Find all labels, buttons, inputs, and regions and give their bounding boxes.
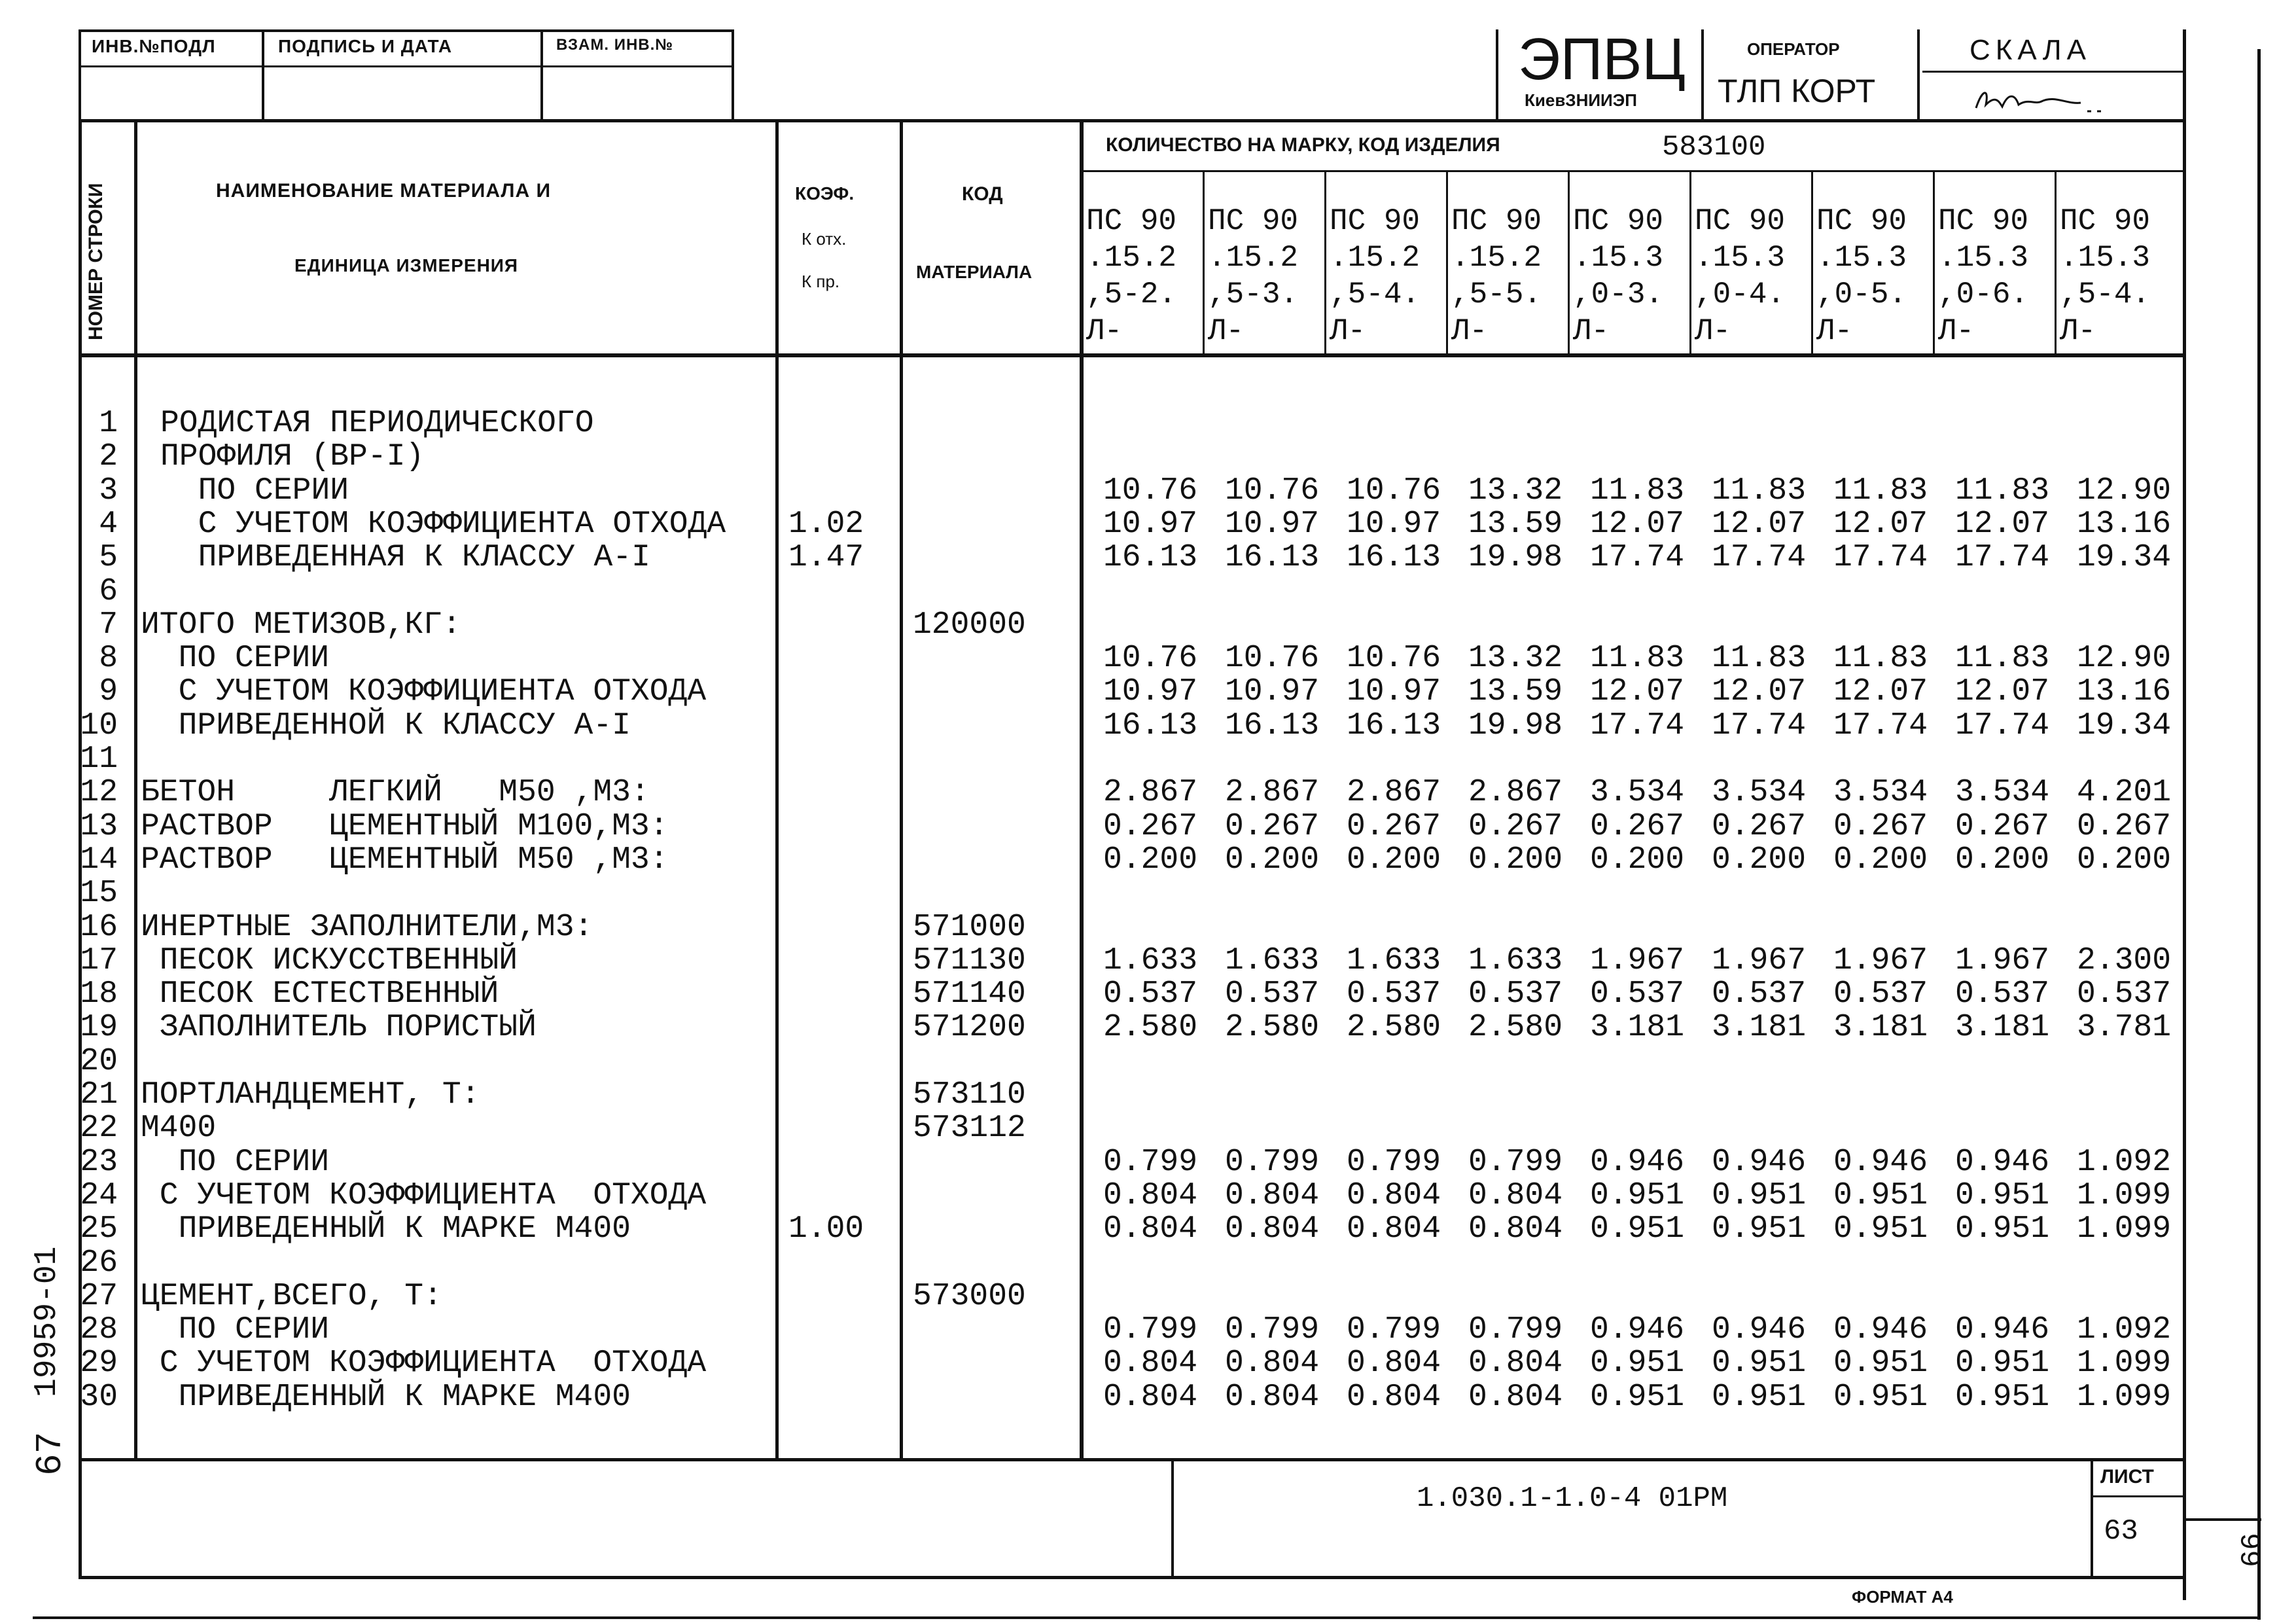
row-material-code: 573110 — [913, 1077, 1026, 1113]
row-value: 12.90 — [2076, 641, 2171, 676]
row-label: ПЕСОК ЕСТЕСТВЕННЫЙ — [141, 976, 499, 1012]
skala-label: СКАЛА — [1969, 34, 2091, 66]
row-value: 0.537 — [1346, 976, 1441, 1012]
row-number: 4 — [99, 507, 118, 542]
row-label: ИНЕРТНЫЕ ЗАПОЛНИТЕЛИ,М3: — [141, 910, 593, 945]
row-value: 0.267 — [1954, 809, 2049, 844]
row-value: 0.267 — [1468, 809, 1563, 844]
row-number: 28 — [80, 1312, 118, 1347]
row-value: 3.181 — [1954, 1010, 2049, 1045]
row-value: 19.34 — [2076, 540, 2171, 575]
row-label: ПРИВЕДЕННЫЙ К МАРКЕ М400 — [141, 1380, 631, 1415]
row-value: 0.951 — [1711, 1178, 1806, 1213]
row-value: 0.537 — [1224, 976, 1319, 1012]
header-qty-label: КОЛИЧЕСТВО НА МАРКУ, КОД ИЗДЕЛИЯ — [1106, 134, 1500, 156]
quantity-column-header: ПС 90 .15.3 ,0-5. Л- — [1816, 204, 1907, 348]
row-value: 0.951 — [1954, 1346, 2049, 1381]
row-number: 30 — [80, 1380, 118, 1415]
row-value: 0.200 — [1954, 842, 2049, 878]
row-value: 10.97 — [1346, 674, 1441, 709]
row-value: 0.267 — [1346, 809, 1441, 844]
document-code: 1.030.1-1.0-4 01РМ — [1417, 1482, 1728, 1515]
row-value: 0.267 — [1711, 809, 1806, 844]
row-value: 0.951 — [1833, 1178, 1928, 1213]
row-value: 0.799 — [1346, 1145, 1441, 1180]
row-label: БЕТОН ЛЕГКИЙ М50 ,М3: — [141, 775, 650, 810]
row-value: 16.13 — [1346, 540, 1441, 575]
row-value: 1.967 — [1833, 943, 1928, 978]
row-value: 3.181 — [1589, 1010, 1684, 1045]
row-value: 0.951 — [1589, 1211, 1684, 1247]
quantity-column-header: ПС 90 .15.3 ,0-6. Л- — [1938, 204, 2029, 348]
row-number: 20 — [80, 1044, 118, 1079]
row-number: 26 — [80, 1245, 118, 1281]
row-number: 17 — [80, 943, 118, 978]
row-value: 0.537 — [1833, 976, 1928, 1012]
row-value: 0.537 — [1954, 976, 2049, 1012]
row-value: 0.951 — [1711, 1380, 1806, 1415]
row-label: ИТОГО МЕТИЗОВ,КГ: — [141, 607, 461, 643]
operator-label: ОПЕРАТОР — [1747, 39, 1840, 59]
row-value: 17.74 — [1711, 540, 1806, 575]
row-value: 12.07 — [1711, 674, 1806, 709]
row-value: 0.804 — [1346, 1211, 1441, 1247]
row-value: 13.59 — [1468, 674, 1563, 709]
row-value: 1.099 — [2076, 1178, 2171, 1213]
row-number: 13 — [80, 809, 118, 844]
row-label: ПО СЕРИИ — [160, 473, 349, 508]
row-value: 2.867 — [1468, 775, 1563, 810]
row-material-code: 573000 — [913, 1279, 1026, 1314]
row-value: 0.537 — [2076, 976, 2171, 1012]
row-value: 0.804 — [1224, 1380, 1319, 1415]
row-value: 1.092 — [2076, 1312, 2171, 1347]
row-label: РАСТВОР ЦЕМЕНТНЫЙ М100,М3: — [141, 809, 669, 844]
row-value: 0.951 — [1833, 1346, 1928, 1381]
side-page-number: 67 — [29, 1431, 71, 1476]
row-number: 5 — [99, 540, 118, 575]
operator-value: ТЛП КОРТ — [1718, 73, 1876, 109]
row-label: ПО СЕРИИ — [141, 641, 330, 676]
row-value: 0.200 — [1103, 842, 1197, 878]
row-value: 0.951 — [1711, 1211, 1806, 1247]
row-value: 0.799 — [1103, 1145, 1197, 1180]
row-value: 0.804 — [1468, 1211, 1563, 1247]
row-value: 19.98 — [1468, 708, 1563, 743]
row-value: 10.76 — [1103, 473, 1197, 508]
org-subtitle: КиевЗНИИЭП — [1525, 90, 1637, 110]
row-number: 12 — [80, 775, 118, 810]
row-value: 2.580 — [1468, 1010, 1563, 1045]
row-label: ЦЕМЕНТ,ВСЕГО, Т: — [141, 1279, 442, 1314]
row-value: 1.633 — [1224, 943, 1319, 978]
row-value: 0.804 — [1224, 1178, 1319, 1213]
row-value: 11.83 — [1954, 473, 2049, 508]
quantity-column-header: ПС 90 .15.2 ,5-2. Л- — [1086, 204, 1177, 348]
row-number: 9 — [99, 674, 118, 709]
row-value: 12.07 — [1589, 674, 1684, 709]
row-value: 0.946 — [1589, 1145, 1684, 1180]
row-number: 10 — [80, 708, 118, 743]
row-value: 0.951 — [1833, 1211, 1928, 1247]
row-value: 2.300 — [2076, 943, 2171, 978]
row-number: 7 — [99, 607, 118, 643]
row-value: 3.534 — [1589, 775, 1684, 810]
row-label: ПРОФИЛЯ (ВР-I) — [160, 439, 425, 474]
row-value: 0.946 — [1711, 1312, 1806, 1347]
sheet-label: ЛИСТ — [2100, 1466, 2154, 1488]
row-value: 11.83 — [1833, 473, 1928, 508]
row-value: 13.32 — [1468, 473, 1563, 508]
quantity-column-header: ПС 90 .15.3 ,0-4. Л- — [1695, 204, 1786, 348]
row-value: 13.16 — [2076, 674, 2171, 709]
header-k-pr: К пр. — [802, 272, 840, 291]
row-value: 16.13 — [1346, 708, 1441, 743]
row-value: 16.13 — [1224, 708, 1319, 743]
row-value: 12.07 — [1711, 507, 1806, 542]
row-value: 0.804 — [1103, 1178, 1197, 1213]
row-value: 10.97 — [1224, 674, 1319, 709]
row-value: 0.537 — [1468, 976, 1563, 1012]
right-page-number: 66 — [2236, 1533, 2269, 1567]
quantity-column-header: ПС 90 .15.2 ,5-3. Л- — [1208, 204, 1299, 348]
row-value: 17.74 — [1589, 540, 1684, 575]
row-value: 11.83 — [1954, 641, 2049, 676]
row-number: 24 — [80, 1178, 118, 1213]
row-value: 12.90 — [2076, 473, 2171, 508]
row-value: 0.804 — [1103, 1211, 1197, 1247]
row-value: 0.951 — [1833, 1380, 1928, 1415]
row-value: 16.13 — [1103, 708, 1197, 743]
row-number: 16 — [80, 910, 118, 945]
row-value: 0.200 — [1833, 842, 1928, 878]
row-value: 1.099 — [2076, 1380, 2171, 1415]
header-qty-code: 583100 — [1662, 131, 1766, 164]
row-label: ПО СЕРИИ — [141, 1312, 330, 1347]
row-value: 0.267 — [1224, 809, 1319, 844]
row-value: 1.099 — [2076, 1346, 2171, 1381]
row-number: 1 — [99, 406, 118, 441]
row-value: 11.83 — [1711, 473, 1806, 508]
row-value: 11.83 — [1833, 641, 1928, 676]
row-value: 11.83 — [1589, 641, 1684, 676]
row-value: 0.267 — [1833, 809, 1928, 844]
row-label: ПРИВЕДЕННОЙ К КЛАССУ А-I — [141, 708, 631, 743]
row-value: 0.799 — [1103, 1312, 1197, 1347]
row-value: 3.181 — [1711, 1010, 1806, 1045]
row-number: 11 — [80, 741, 118, 777]
row-number: 23 — [80, 1145, 118, 1180]
row-value: 0.946 — [1589, 1312, 1684, 1347]
row-value: 2.867 — [1224, 775, 1319, 810]
format-label: ФОРМАТ А4 — [1852, 1587, 1953, 1607]
row-value: 0.951 — [1589, 1380, 1684, 1415]
row-value: 1.967 — [1711, 943, 1806, 978]
row-material-code: 571130 — [913, 943, 1026, 978]
row-value: 3.534 — [1954, 775, 2049, 810]
row-value: 0.200 — [1711, 842, 1806, 878]
row-material-code: 571200 — [913, 1010, 1026, 1045]
row-value: 12.07 — [1589, 507, 1684, 542]
row-value: 0.946 — [1954, 1312, 2049, 1347]
row-value: 13.16 — [2076, 507, 2171, 542]
row-value: 0.537 — [1103, 976, 1197, 1012]
row-label: С УЧЕТОМ КОЭФФИЦИЕНТА ОТХОДА — [160, 507, 726, 542]
row-number: 29 — [80, 1346, 118, 1381]
row-number: 18 — [80, 976, 118, 1012]
row-label: ЗАПОЛНИТЕЛЬ ПОРИСТЫЙ — [141, 1010, 537, 1045]
quantity-column-header: ПС 90 .15.2 ,5-5. Л- — [1451, 204, 1542, 348]
header-row-number: НОМЕР СТРОКИ — [85, 183, 107, 340]
row-value: 3.781 — [2076, 1010, 2171, 1045]
row-value: 17.74 — [1954, 540, 2049, 575]
row-value: 1.092 — [2076, 1145, 2171, 1180]
row-label: ПО СЕРИИ — [141, 1145, 330, 1180]
row-number: 22 — [80, 1111, 118, 1146]
header-kod: КОД — [962, 183, 1003, 205]
row-label: ПРИВЕДЕННЫЙ К МАРКЕ М400 — [141, 1211, 631, 1247]
row-value: 0.804 — [1468, 1346, 1563, 1381]
row-value: 10.76 — [1103, 641, 1197, 676]
header-name-line1: НАИМЕНОВАНИЕ МАТЕРИАЛА И — [216, 180, 552, 202]
row-coefficient: 1.47 — [788, 540, 864, 575]
row-value: 12.07 — [1954, 507, 2049, 542]
row-value: 0.946 — [1954, 1145, 2049, 1180]
row-value: 19.34 — [2076, 708, 2171, 743]
row-label: ПЕСОК ИСКУССТВЕННЫЙ — [141, 943, 518, 978]
row-value: 0.799 — [1468, 1312, 1563, 1347]
row-value: 10.76 — [1346, 473, 1441, 508]
row-label: ПОРТЛАНДЦЕМЕНТ, Т: — [141, 1077, 480, 1113]
row-material-code: 571140 — [913, 976, 1026, 1012]
row-value: 0.804 — [1346, 1178, 1441, 1213]
row-value: 2.867 — [1346, 775, 1441, 810]
row-label: С УЧЕТОМ КОЭФФИЦИЕНТА ОТХОДА — [141, 1178, 707, 1213]
row-value: 0.799 — [1346, 1312, 1441, 1347]
stamp-vzam: ВЗАМ. ИНВ.№ — [556, 36, 674, 54]
row-number: 27 — [80, 1279, 118, 1314]
quantity-column-header: ПС 90 .15.2 ,5-4. Л- — [1330, 204, 1421, 348]
row-number: 3 — [99, 473, 118, 508]
row-coefficient: 1.00 — [788, 1211, 864, 1247]
row-material-code: 120000 — [913, 607, 1026, 643]
row-value: 0.951 — [1954, 1380, 2049, 1415]
row-value: 12.07 — [1954, 674, 2049, 709]
row-material-code: 573112 — [913, 1111, 1026, 1146]
row-value: 1.633 — [1103, 943, 1197, 978]
row-value: 1.099 — [2076, 1211, 2171, 1247]
row-value: 3.534 — [1833, 775, 1928, 810]
header-name-line2: ЕДИНИЦА ИЗМЕРЕНИЯ — [294, 255, 519, 276]
row-value: 1.967 — [1954, 943, 2049, 978]
row-value: 17.74 — [1711, 708, 1806, 743]
row-value: 0.951 — [1589, 1178, 1684, 1213]
row-value: 0.200 — [1224, 842, 1319, 878]
row-value: 0.267 — [2076, 809, 2171, 844]
row-number: 15 — [80, 876, 118, 911]
row-value: 19.98 — [1468, 540, 1563, 575]
row-value: 0.200 — [2076, 842, 2171, 878]
row-value: 0.804 — [1468, 1380, 1563, 1415]
row-value: 10.97 — [1224, 507, 1319, 542]
row-material-code: 571000 — [913, 910, 1026, 945]
row-number: 19 — [80, 1010, 118, 1045]
row-value: 2.580 — [1224, 1010, 1319, 1045]
stamp-inv-podl: ИНВ.№ПОДЛ — [92, 36, 216, 56]
row-value: 0.804 — [1468, 1178, 1563, 1213]
row-value: 0.804 — [1346, 1346, 1441, 1381]
header-material: МАТЕРИАЛА — [916, 262, 1033, 282]
row-value: 10.76 — [1224, 473, 1319, 508]
row-label: РАСТВОР ЦЕМЕНТНЫЙ М50 ,М3: — [141, 842, 669, 878]
row-value: 0.799 — [1224, 1145, 1319, 1180]
signature-icon — [1969, 75, 2120, 121]
row-value: 0.200 — [1346, 842, 1441, 878]
row-value: 0.804 — [1346, 1380, 1441, 1415]
row-value: 0.804 — [1103, 1380, 1197, 1415]
row-number: 8 — [99, 641, 118, 676]
row-number: 6 — [99, 574, 118, 609]
row-value: 13.59 — [1468, 507, 1563, 542]
row-number: 25 — [80, 1211, 118, 1247]
row-value: 0.537 — [1589, 976, 1684, 1012]
row-value: 17.74 — [1589, 708, 1684, 743]
row-label: ПРИВЕДЕННАЯ К КЛАССУ А-I — [160, 540, 650, 575]
row-value: 0.799 — [1468, 1145, 1563, 1180]
row-value: 2.867 — [1103, 775, 1197, 810]
row-value: 0.951 — [1711, 1346, 1806, 1381]
row-value: 4.201 — [2076, 775, 2171, 810]
row-value: 0.799 — [1224, 1312, 1319, 1347]
row-value: 10.97 — [1103, 507, 1197, 542]
row-value: 0.951 — [1589, 1346, 1684, 1381]
row-label: М400 — [141, 1111, 217, 1146]
sheet-number: 63 — [2104, 1515, 2138, 1548]
org-title: ЭПВЦ — [1518, 27, 1686, 92]
row-value: 1.633 — [1468, 943, 1563, 978]
row-value: 0.267 — [1589, 809, 1684, 844]
row-value: 11.83 — [1589, 473, 1684, 508]
row-value: 16.13 — [1224, 540, 1319, 575]
side-archive-number: 19959-01 — [29, 1246, 65, 1397]
row-value: 2.580 — [1346, 1010, 1441, 1045]
header-koef: КОЭФ. — [795, 183, 855, 204]
row-number: 14 — [80, 842, 118, 878]
row-value: 17.74 — [1954, 708, 2049, 743]
row-value: 17.74 — [1833, 540, 1928, 575]
row-value: 1.633 — [1346, 943, 1441, 978]
row-label: С УЧЕТОМ КОЭФФИЦИЕНТА ОТХОДА — [141, 1346, 707, 1381]
row-value: 12.07 — [1833, 674, 1928, 709]
row-value: 10.76 — [1346, 641, 1441, 676]
row-value: 10.97 — [1103, 674, 1197, 709]
quantity-column-header: ПС 90 .15.3 ,5-4. Л- — [2060, 204, 2151, 348]
header-k-otx: К отх. — [802, 229, 847, 249]
row-number: 2 — [99, 439, 118, 474]
row-value: 2.580 — [1103, 1010, 1197, 1045]
row-number: 21 — [80, 1077, 118, 1113]
row-value: 3.534 — [1711, 775, 1806, 810]
row-label: С УЧЕТОМ КОЭФФИЦИЕНТА ОТХОДА — [141, 674, 707, 709]
row-value: 0.804 — [1224, 1346, 1319, 1381]
row-value: 13.32 — [1468, 641, 1563, 676]
row-value: 17.74 — [1833, 708, 1928, 743]
quantity-column-header: ПС 90 .15.3 ,0-3. Л- — [1573, 204, 1664, 348]
stamp-podpis: ПОДПИСЬ И ДАТА — [278, 36, 453, 56]
row-value: 0.804 — [1224, 1211, 1319, 1247]
row-value: 10.97 — [1346, 507, 1441, 542]
row-value: 16.13 — [1103, 540, 1197, 575]
row-label: РОДИСТАЯ ПЕРИОДИЧЕСКОГО — [160, 406, 594, 441]
row-value: 0.946 — [1833, 1145, 1928, 1180]
row-coefficient: 1.02 — [788, 507, 864, 542]
row-value: 3.181 — [1833, 1010, 1928, 1045]
row-value: 12.07 — [1833, 507, 1928, 542]
row-value: 0.946 — [1711, 1145, 1806, 1180]
row-value: 0.951 — [1954, 1178, 2049, 1213]
row-value: 1.967 — [1589, 943, 1684, 978]
row-value: 0.951 — [1954, 1211, 2049, 1247]
row-value: 10.76 — [1224, 641, 1319, 676]
row-value: 0.267 — [1103, 809, 1197, 844]
row-value: 0.200 — [1589, 842, 1684, 878]
row-value: 0.537 — [1711, 976, 1806, 1012]
row-value: 0.946 — [1833, 1312, 1928, 1347]
row-value: 11.83 — [1711, 641, 1806, 676]
row-value: 0.200 — [1468, 842, 1563, 878]
row-value: 0.804 — [1103, 1346, 1197, 1381]
